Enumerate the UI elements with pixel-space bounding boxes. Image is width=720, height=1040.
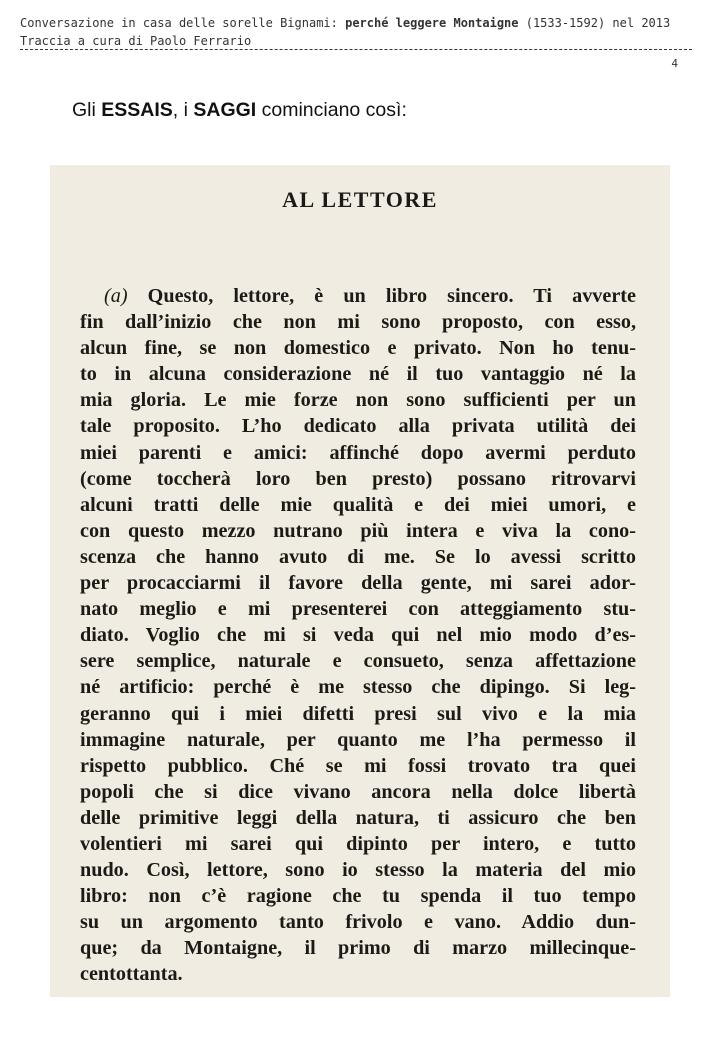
header-text: Conversazione in casa delle sorelle Bignami: — [20, 16, 346, 30]
scan-text-line: que; da Montaigne, il primo di marzo millecinque- — [80, 937, 636, 960]
scan-text-line: miei parenti e amici: affinché dopo avermi perduto — [80, 441, 636, 464]
intro-text: , i — [172, 99, 194, 121]
scan-text-line: mia gloria. Le mie forze non sono sufficienti per un — [80, 389, 636, 412]
scan-text-line: delle primitive leggi della natura, ti assicuro che ben — [80, 806, 636, 829]
scan-body — [80, 283, 636, 988]
scan-text-line: tale proposito. L’ho dedicato alla privata utilità dei — [80, 415, 636, 438]
scan-text-line: to in alcuna considerazione né il tuo vantaggio né la — [80, 363, 636, 386]
scan-text-line: nato meglio e mi presenterei con atteggiamento stu- — [80, 598, 636, 621]
header-bold-text: perché leggere Montaigne — [345, 16, 519, 30]
scan-text-line: geranno qui i miei difetti presi sul vivo e la mia — [80, 702, 636, 725]
header-dates: (1533-1592) nel 2013 — [518, 16, 671, 30]
scan-text-line: volentieri mi sarei qui dipinto per intero, e tutto — [80, 832, 636, 855]
scan-title: AL LETTORE — [282, 187, 438, 212]
scan-text-line: libro: non c’è ragione che tu spenda il tuo tempo — [80, 885, 636, 908]
scan-text-line: alcuni tratti delle mie qualità e dei miei umori, e — [80, 493, 636, 516]
header-line-2: Traccia a cura di Paolo Ferrario — [20, 34, 252, 48]
scan-text-line: sere semplice, naturale e consueto, senza affettazione — [80, 650, 636, 673]
scan-text-line: né artificio: perché è me stesso che dipingo. Si leg- — [80, 676, 636, 699]
header-line-1 — [20, 14, 670, 32]
intro-saggi: SAGGI — [193, 99, 257, 121]
paragraph-marker: (a) — [104, 285, 128, 307]
scan-text-line: scenza che hanno avuto di me. Se lo avessi scritto — [80, 545, 636, 568]
scan-text-line: con questo mezzo nutrano più intera e viva la cono- — [80, 519, 636, 542]
scan-text-line: nudo. Così, lettore, sono io stesso la materia del mio — [80, 859, 636, 882]
scan-text-line: su un argomento tanto frivolo e vano. Addio dun- — [80, 911, 636, 934]
scan-text-line: fin dall’inizio che non mi sono proposto, con esso, — [80, 311, 636, 334]
intro-text: Gli — [72, 99, 102, 121]
scan-text-line: alcun fine, se non domestico e privato. Non ho tenu- — [80, 337, 636, 360]
page-number: 4 — [671, 57, 678, 70]
scan-text-line: rispetto pubblico. Ché se mi fossi trovato tra quei — [80, 754, 636, 777]
scanned-book-page — [50, 165, 670, 997]
scan-text-line: per procacciarmi il favore della gente, mi sarei ador- — [80, 572, 636, 595]
scan-text-line: popoli che si dice vivano ancora nella dolce libertà — [80, 780, 636, 803]
intro-text: cominciano così: — [256, 99, 407, 121]
intro-essais: ESSAIS — [101, 99, 173, 121]
scan-text-line: (a) Questo, lettore, è un libro sincero. Ti avverte — [104, 285, 636, 307]
document-header — [20, 14, 670, 50]
scan-text-line: (come toccherà loro ben presto) possano ritrovarvi — [80, 467, 636, 490]
scan-text-line: centottanta. — [80, 963, 183, 986]
scan-text-line: diato. Voglio che mi si veda qui nel mio modo d’es- — [80, 624, 636, 647]
scan-text-line: immagine naturale, per quanto me l’ha permesso il — [80, 728, 636, 751]
header-divider — [20, 49, 692, 50]
intro-sentence — [72, 99, 407, 122]
